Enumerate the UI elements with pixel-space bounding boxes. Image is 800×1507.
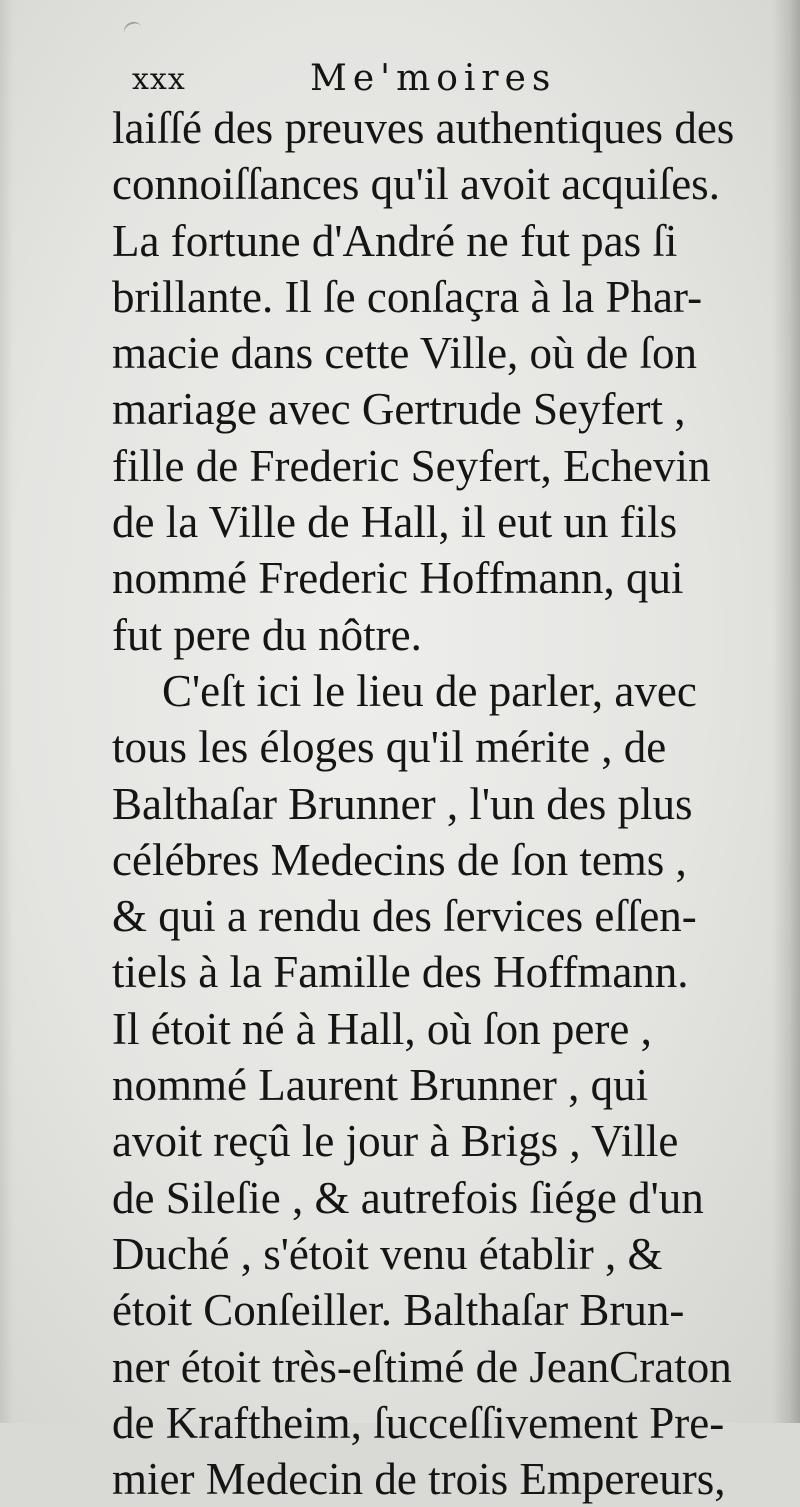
text-line: de la Ville de Hall, il eut un fils	[112, 497, 678, 548]
text-line: fut pere du nôtre.	[112, 609, 422, 660]
page-gutter-shadow	[0, 0, 14, 1423]
text-line: nommé Frederic Hoffmann, qui	[112, 553, 684, 604]
page-header	[132, 58, 732, 104]
text-line: fille de Frederic Seyfert, Echevin	[112, 440, 711, 491]
text-line: tous les éloges qu'il mérite , de	[112, 722, 667, 773]
text-line: Balthaſar Brunner , l'un des plus	[112, 778, 693, 829]
text-line: & qui a rendu des ſervices eſſen-	[112, 891, 697, 942]
text-line: mier Medecin de trois Empereurs,	[112, 1454, 726, 1505]
text-line: La fortune d'André ne fut pas ſi	[112, 215, 678, 266]
text-line: laiſſé des preuves authentiques des	[112, 103, 735, 153]
text-line: connoiſſances qu'il avoit acquiſes.	[112, 159, 720, 210]
text-line: macie dans cette Ville, où de ſon	[112, 328, 698, 379]
ink-mark	[122, 19, 144, 40]
text-line: mariage avec Gertrude Seyfert ,	[112, 384, 686, 435]
page-edge-shadow	[772, 0, 800, 1423]
text-line: nommé Laurent Brunner , qui	[112, 1060, 649, 1111]
text-line: de Sileſie , & autrefois ſiége d'un	[112, 1172, 704, 1223]
text-line: brillante. Il ſe conſaçra à la Phar-	[112, 271, 703, 322]
page-number: xxx	[132, 62, 186, 97]
text-line: ner étoit très-eſtimé de JeanCraton	[112, 1341, 732, 1392]
text-line: de Kraftheim, ſucceſſivement Pre-	[112, 1397, 725, 1448]
text-line: C'eſt ici le lieu de parler, avec	[162, 665, 697, 716]
body-text	[112, 100, 772, 1507]
text-line: Duché , s'étoit venu établir , &	[112, 1228, 663, 1279]
text-line: tiels à la Famille des Hoffmann.	[112, 947, 689, 998]
running-head: Me'moires	[310, 58, 557, 99]
text-line: étoit Conſeiller. Balthaſar Brun-	[112, 1285, 685, 1336]
text-line: Il étoit né à Hall, où ſon pere ,	[112, 1003, 652, 1054]
text-line: avoit reçû le jour à Brigs , Ville	[112, 1116, 679, 1167]
text-line: célébres Medecins de ſon tems ,	[112, 834, 687, 885]
